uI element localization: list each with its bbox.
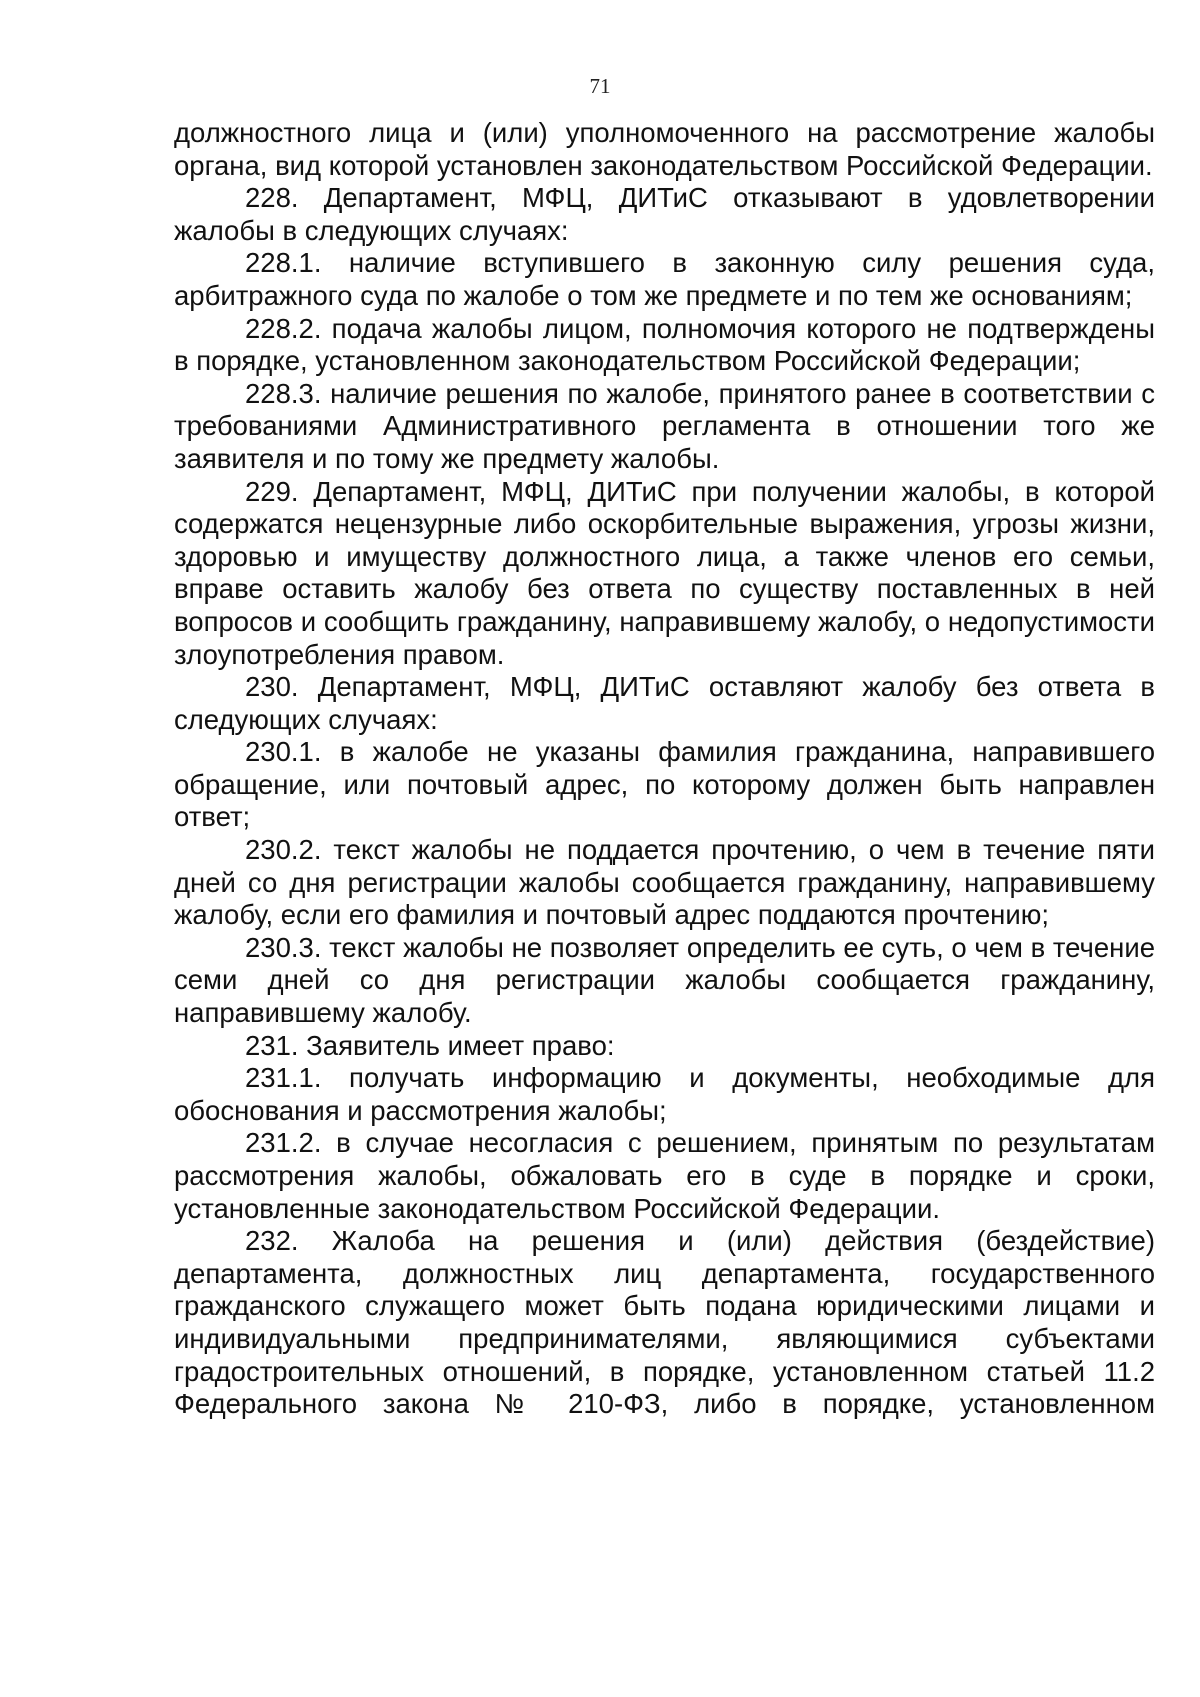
paragraph-232: 232. Жалоба на решения и (или) действия (бездействие) департамента, должностных лиц департамента, государственного гражданского служащего может быть подана юридическими лицами и индивидуальными предпринимателями, являющимися субъектами градостроительных отношений, в порядке, установленном статьей 11.2 Федерального закона № 210-ФЗ, либо в порядке, установленном	[174, 1225, 1155, 1420]
paragraph-229: 229. Департамент, МФЦ, ДИТиС при получении жалобы, в которой содержатся нецензурные либо оскорбительные выражения, угрозы жизни, здоровью и имуществу должностного лица, а также членов его семьи, вправе оставить жалобу без ответа по существу поставленных в ней вопросов и сообщить гражданину, направившему жалобу, о недопустимости злоупотребления правом.	[174, 475, 1155, 670]
paragraph-230: 230. Департамент, МФЦ, ДИТиС оставляют жалобу без ответа в следующих случаях:	[174, 671, 1155, 735]
paragraph-228: 228. Департамент, МФЦ, ДИТиС отказывают в удовлетворении жалобы в следующих случаях:	[174, 182, 1155, 246]
paragraph-continuation: должностного лица и (или) уполномоченного на рассмотрение жалобы органа, вид которой установлен законодательством Российской Федерации.	[174, 117, 1155, 181]
paragraph-230-1: 230.1. в жалобе не указаны фамилия гражданина, направившего обращение, или почтовый адрес, по которому должен быть направлен ответ;	[174, 736, 1155, 833]
paragraph-231-2: 231.2. в случае несогласия с решением, принятым по результатам рассмотрения жалобы, обжаловать его в суде в порядке и сроки, установленные законодательством Российской Федерации.	[174, 1127, 1155, 1224]
paragraph-231-1: 231.1. получать информацию и документы, необходимые для обоснования и рассмотрения жалобы;	[174, 1062, 1155, 1126]
paragraph-228-3: 228.3. наличие решения по жалобе, принятого ранее в соответствии с требованиями Административного регламента в отношении того же заявителя и по тому же предмету жалобы.	[174, 377, 1155, 474]
paragraph-230-2: 230.2. текст жалобы не поддается прочтению, о чем в течение пяти дней со дня регистрации жалобы сообщается гражданину, направившему жалобу, если его фамилия и почтовый адрес поддаются прочтению;	[174, 834, 1155, 931]
paragraph-231: 231. Заявитель имеет право:	[245, 1029, 615, 1061]
paragraph-228-2: 228.2. подача жалобы лицом, полномочия которого не подтверждены в порядке, установленном законодательством Российской Федерации;	[174, 312, 1155, 377]
paragraph-228-1: 228.1. наличие вступившего в законную силу решения суда, арбитражного суда по жалобе о том же предмете и по тем же основаниям;	[174, 247, 1155, 311]
paragraph-230-3: 230.3. текст жалобы не позволяет определить ее суть, о чем в течение семи дней со дня регистрации жалобы сообщается гражданину, направившему жалобу.	[174, 931, 1155, 1029]
document-body	[174, 117, 1155, 1421]
page-number: 71	[589, 74, 611, 98]
